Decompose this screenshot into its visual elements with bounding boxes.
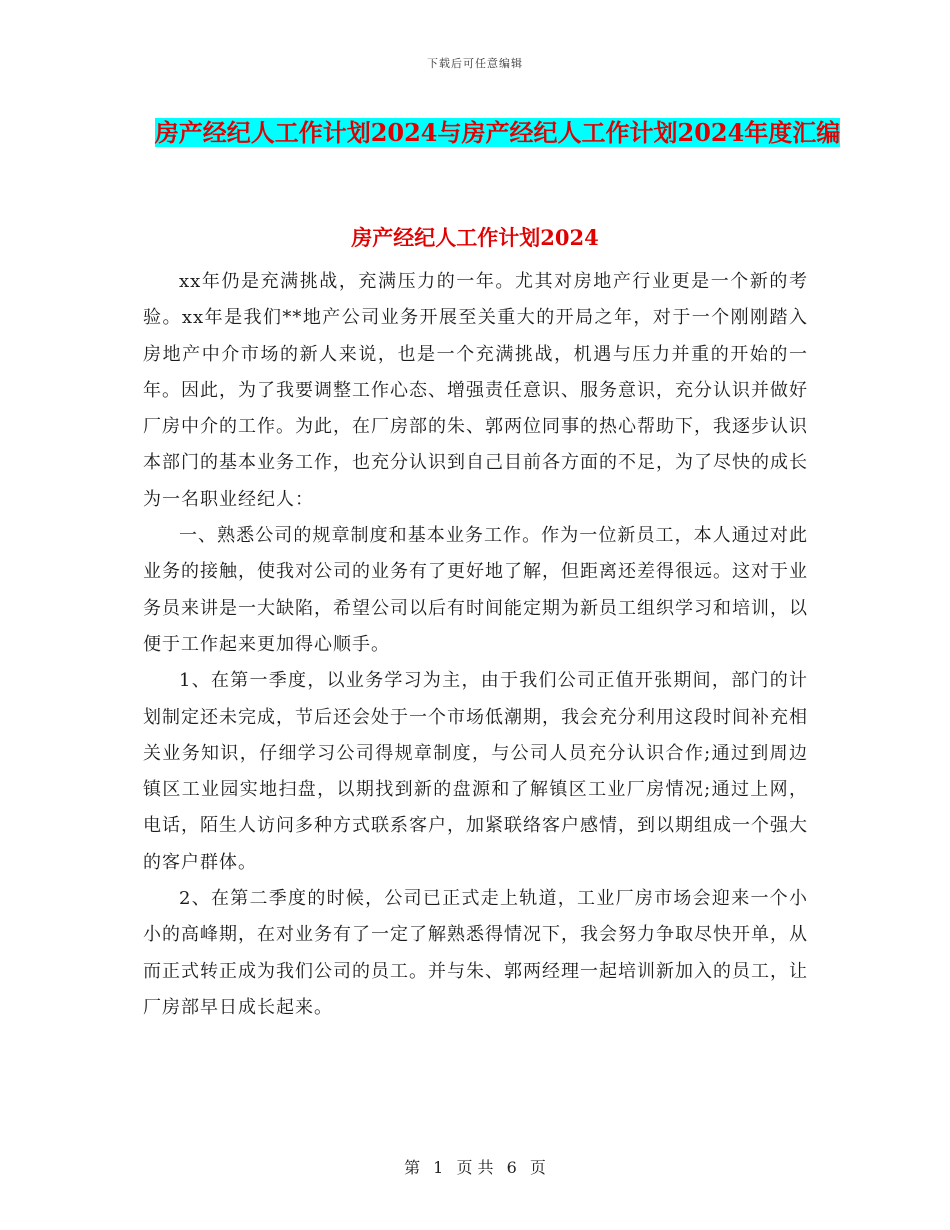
page-footer (0, 1155, 950, 1178)
document-title (140, 112, 855, 154)
header-note: 下载后可任意编辑 (427, 57, 523, 70)
total-pages: 6 (506, 1158, 517, 1177)
page-label-middle: 页 共 (456, 1158, 494, 1177)
paragraph: xx年仍是充满挑战，充满压力的一年。尤其对房地产行业更是一个新的考验。xx年是我们**地产公司业务开展至关重大的开局之年，对于一个刚刚踏入房地产中介市场的新人来说，也是一个充满挑战，机遇与压力并重的开始的一年。因此，为了我要调整工作心态、增强责任意识、服务意识，充分认识并做好厂房中介的工作。为此，在厂房部的朱、郭两位同事的热心帮助下，我逐步认识本部门的基本业务工作，也充分认识到自己目前各方面的不足，为了尽快的成长为一名职业经纪人： (143, 271, 808, 510)
document-title-text: 房产经纪人工作计划2024与房产经纪人工作计划2024年度汇编 (154, 118, 841, 147)
page-number: 1 (433, 1158, 444, 1177)
page-label-prefix: 第 (404, 1158, 421, 1177)
paragraph: 1、在第一季度，以业务学习为主，由于我们公司正值开张期间，部门的计划制定还未完成，节后还会处于一个市场低潮期，我会充分利用这段时间补充相关业务知识，仔细学习公司得规章制度，与公司人员充分认识合作;通过到周边镇区工业园实地扫盘，以期找到新的盘源和了解镇区工业厂房情况;通过上网，电话，陌生人访问多种方式联系客户，加紧联络客户感情，到以期组成一个强大的客户群体。 (143, 670, 808, 873)
section-title: 房产经纪人工作计划2024 (351, 225, 599, 250)
body-text (143, 264, 808, 1026)
page-label-suffix: 页 (529, 1158, 546, 1177)
paragraph: 2、在第二季度的时候，公司已正式走上轨道，工业厂房市场会迎来一个小小的高峰期，在对业务有了一定了解熟悉得情况下，我会努力争取尽快开单，从而正式转正成为我们公司的员工。并与朱、郭两经理一起培训新加入的员工，让厂房部早日成长起来。 (143, 888, 808, 1018)
paragraph: 一、熟悉公司的规章制度和基本业务工作。作为一位新员工，本人通过对此业务的接触，使我对公司的业务有了更好地了解，但距离还差得很远。这对于业务员来讲是一大缺陷，希望公司以后有时间能定期为新员工组织学习和培训，以便于工作起来更加得心顺手。 (143, 525, 808, 655)
